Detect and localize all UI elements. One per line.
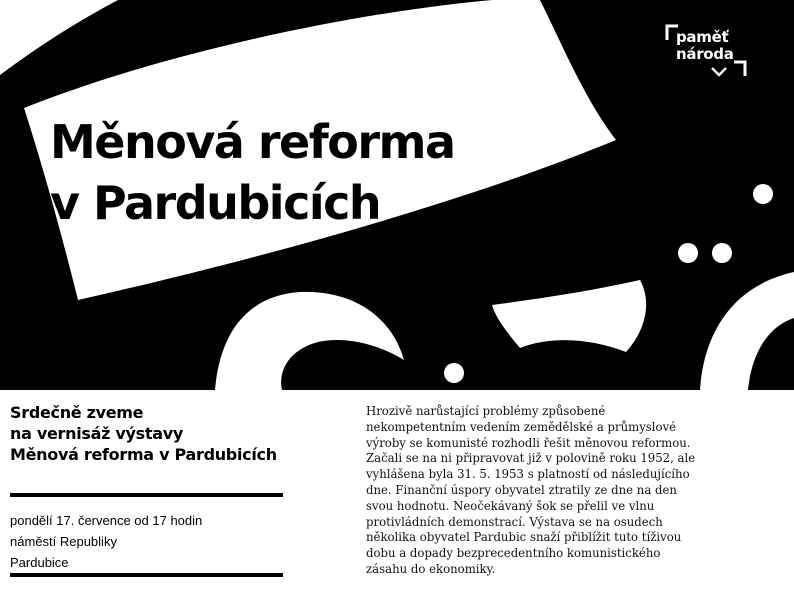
description-line: nekompetentním vedením zemědělské a průmyslové [366, 419, 677, 434]
description-line: výroby se komunisté rozhodli řešit měnovou reformou. [366, 435, 691, 450]
event-city: Pardubice [10, 555, 69, 570]
dot-4 [444, 363, 464, 383]
logo-line-2: národa [676, 45, 734, 63]
description-line: dobu a dopady bezprecedentního komunistického [366, 546, 661, 561]
dot-3 [712, 243, 732, 263]
title-line-2: v Pardubicích [50, 176, 381, 230]
exhibition-description [366, 404, 696, 578]
invitation-line-3: Měnová reforma v Pardubicích [10, 445, 277, 464]
description-line: vyhlášena byla 31. 5. 1953 s platností od následujícího [366, 467, 690, 482]
event-place: náměstí Republiky [10, 534, 117, 549]
description-line: protivládních demonstrací. Výstava se na osudech [366, 514, 663, 529]
invitation-line-2: na vernisáž výstavy [10, 424, 183, 443]
event-details [10, 510, 202, 573]
description-line: dne. Finanční úspory obyvatel ztratily ze dne na den [366, 482, 677, 497]
invitation-heading [10, 402, 277, 465]
event-date: pondělí 17. července od 17 hodin [10, 513, 203, 528]
divider-bottom [10, 573, 283, 577]
divider-top [10, 493, 283, 497]
pamet-naroda-logo [664, 24, 748, 80]
exhibition-title [50, 112, 455, 234]
dot-1 [753, 184, 773, 204]
description-line: zásahu do ekonomiky. [366, 561, 496, 576]
description-line: Začali se na ni připravovat již v polovině roku 1952, ale [366, 451, 696, 466]
dot-2 [678, 243, 698, 263]
description-line: několika obyvatel Pardubic snaží přiblížit tuto tíživou [366, 530, 682, 545]
description-line: svou hodnotu. Neočekávaný šok se přelil ve vlnu [366, 498, 655, 513]
logo-line-1: paměť [676, 28, 729, 46]
invitation-line-1: Srdečně zveme [10, 403, 144, 422]
description-line: Hrozivě narůstající problémy způsobené [366, 404, 606, 418]
title-line-1: Měnová reforma [50, 115, 455, 169]
